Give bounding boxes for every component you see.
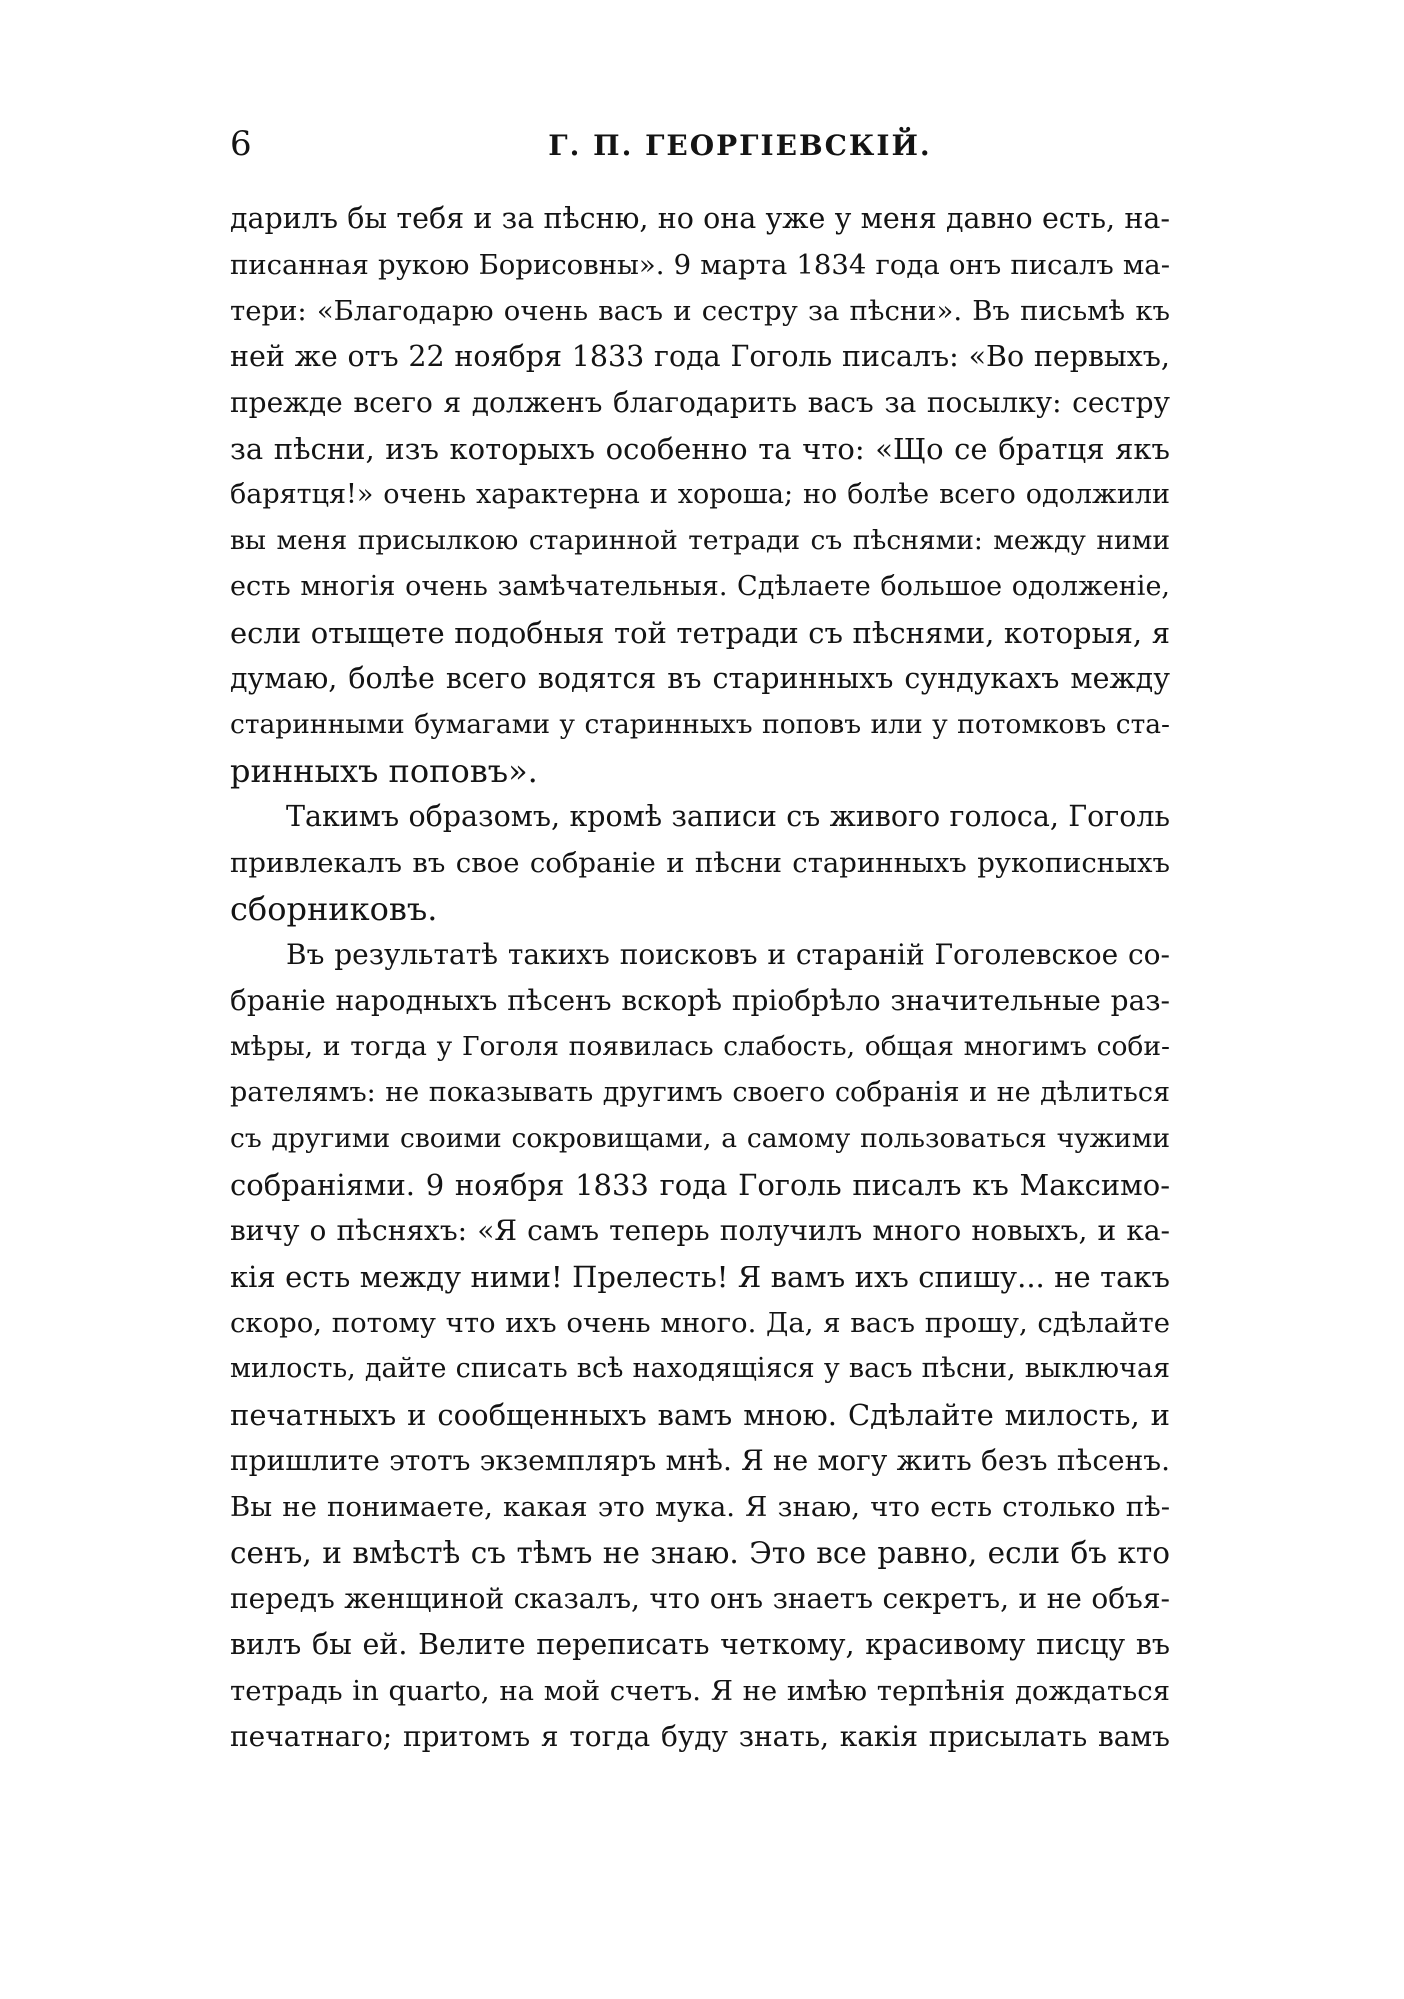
text-line: Вы не понимаете, какая это мука. Я знаю, что есть столько пѣ-	[230, 1491, 1170, 1523]
text-line: рателямъ: не показывать другимъ своего собранія и не дѣлиться	[230, 1077, 1170, 1108]
text-line: писанная рукою Борисовны». 9 марта 1834 года онъ писалъ ма-	[230, 249, 1170, 281]
text-line: печатныхъ и сообщенныхъ вамъ мною. Сдѣлайте милость, и	[230, 1398, 1170, 1432]
paragraph	[230, 794, 1170, 932]
text-line: браніе народныхъ пѣсенъ вскорѣ пріобрѣло значительные раз-	[230, 984, 1170, 1017]
text-line: сборниковъ.	[230, 890, 438, 928]
body-text	[230, 196, 1170, 1760]
text-line: есть многія очень замѣчательныя. Сдѣлаете большое одолженіе,	[230, 571, 1170, 602]
text-line: печатнаго; притомъ я тогда буду знать, какія присылать вамъ	[230, 1720, 1170, 1753]
text-line: съ другими своими сокровищами, а самому пользоваться чужими	[230, 1123, 1170, 1154]
text-line: барятця!» очень характерна и хороша; но болѣе всего одолжили	[230, 479, 1170, 510]
text-line: старинными бумагами у старинныхъ поповъ или у потомковъ ста-	[230, 709, 1170, 740]
text-line: привлекалъ въ свое собраніе и пѣсни старинныхъ рукописныхъ	[230, 847, 1170, 879]
page-number: 6	[230, 124, 252, 164]
text-line: кія есть между ними! Прелесть! Я вамъ ихъ спишу... не такъ	[230, 1260, 1170, 1294]
text-line: тери: «Благодарю очень васъ и сестру за пѣсни». Въ письмѣ къ	[230, 295, 1170, 327]
text-line: вичу о пѣсняхъ: «Я самъ теперь получилъ много новыхъ, и ка-	[230, 1214, 1170, 1247]
text-line: прежде всего я долженъ благодарить васъ за посылку: сестру	[230, 386, 1170, 419]
text-line: мѣры, и тогда у Гоголя появилась слабость, общая многимъ соби-	[230, 1031, 1170, 1062]
text-line: ринныхъ поповъ».	[230, 752, 538, 790]
text-line: тетрадь in quarto, на мой счетъ. Я не имѣю терпѣнія дождаться	[230, 1675, 1170, 1707]
text-line: вилъ бы ей. Велите переписать четкому, красивому писцу въ	[230, 1628, 1170, 1661]
text-line: думаю, болѣе всего водятся въ старинныхъ сундукахъ между	[230, 662, 1170, 695]
text-line: передъ женщиной сказалъ, что онъ знаетъ секретъ, и не объя-	[230, 1582, 1170, 1615]
text-line: пришлите этотъ экземпляръ мнѣ. Я не могу жить безъ пѣсенъ.	[230, 1444, 1170, 1477]
text-line: сенъ, и вмѣстѣ съ тѣмъ не знаю. Это все равно, если бъ кто	[230, 1536, 1170, 1570]
paragraph	[230, 932, 1170, 1760]
text-line: Въ результатѣ такихъ поисковъ и стараній Гоголевское со-	[286, 938, 1170, 971]
paragraph	[230, 196, 1170, 794]
text-line: за пѣсни, изъ которыхъ особенно та что: «Що се братця якъ	[230, 432, 1170, 466]
text-line: вы меня присылкою старинной тетради съ пѣснями: между ними	[230, 525, 1170, 556]
text-line: ней же отъ 22 ноября 1833 года Гоголь писалъ: «Во первыхъ,	[230, 340, 1170, 373]
text-line: Такимъ образомъ, кромѣ записи съ живого голоса, Гоголь	[286, 800, 1170, 833]
text-line: если отыщете подобныя той тетради съ пѣснями, которыя, я	[230, 616, 1170, 650]
text-line: милость, дайте списать всѣ находящіяся у васъ пѣсни, выключая	[230, 1353, 1170, 1384]
text-line: скоро, потому что ихъ очень много. Да, я васъ прошу, сдѣлайте	[230, 1307, 1170, 1339]
text-line: дарилъ бы тебя и за пѣсню, но она уже у меня давно есть, на-	[230, 202, 1170, 235]
text-line: собраніями. 9 ноября 1833 года Гоголь писалъ къ Максимо-	[230, 1168, 1170, 1202]
running-head: Г. П. ГЕОРГІЕВСКІЙ.	[548, 129, 932, 162]
page-header	[230, 124, 1170, 168]
